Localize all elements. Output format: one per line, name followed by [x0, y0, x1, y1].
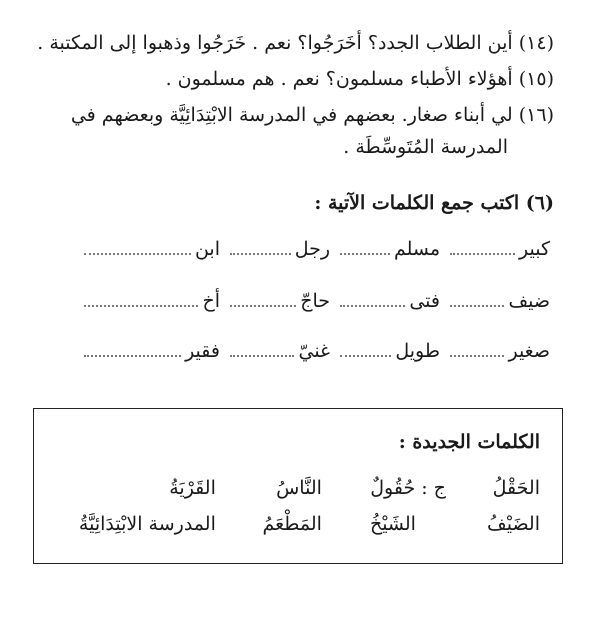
vocab-title: الكلمات الجديدة :: [398, 431, 540, 453]
exercise-cell: [226, 288, 330, 314]
answer-blank[interactable]: [450, 354, 504, 357]
vocab-row-1: [116, 475, 540, 501]
answer-blank[interactable]: [230, 304, 296, 307]
exercise-word: فقير: [185, 340, 220, 362]
vocab-word: الحَقْلُ: [492, 477, 540, 499]
exercise-word: صغير: [508, 340, 550, 362]
exercise-row-2: [80, 288, 550, 314]
vocab-word: الشَيْخُ: [369, 513, 416, 535]
exercise-word: مسلم: [393, 238, 440, 260]
exercise-cell: [446, 338, 550, 364]
answer-blank[interactable]: [340, 252, 390, 255]
exercise-word: غنيّ: [298, 340, 330, 362]
answer-blank[interactable]: [450, 304, 504, 307]
exercise-cell: [336, 288, 440, 314]
sentence-14: (١٤) أين الطلاب الجدد؟ أخَرَجُوا؟ نعم . خَرَجُوا وذهبوا إلى المكتبة .: [37, 32, 554, 54]
exercise-cell: [80, 288, 220, 314]
answer-blank[interactable]: [230, 252, 291, 255]
answer-blank[interactable]: [84, 304, 198, 307]
vocab-word: القَرْيَةُ: [169, 477, 216, 499]
exercise-cell: [80, 338, 220, 364]
vocab-box: [33, 408, 563, 564]
exercise-title: (٦) اكتب جمع الكلمات الآتية :: [314, 192, 554, 214]
exercise-row-1: [80, 236, 550, 262]
answer-blank[interactable]: [84, 354, 181, 357]
exercise-cell: [446, 236, 550, 262]
answer-blank[interactable]: [340, 304, 405, 307]
exercise-row-3: [80, 338, 550, 364]
exercise-cell: [336, 338, 440, 364]
vocab-word: المَطْعَمُ: [262, 513, 322, 535]
exercise-word: فتى: [409, 290, 440, 312]
exercise-cell: [226, 236, 330, 262]
exercise-cell: [80, 236, 220, 262]
exercise-cell: [336, 236, 440, 262]
vocab-word: ج : حُقُولٌ: [370, 477, 446, 499]
answer-blank[interactable]: [230, 354, 294, 357]
exercise-word: ابن: [194, 238, 220, 260]
vocab-row-2: [41, 511, 540, 537]
exercise-word: كبير: [519, 238, 550, 260]
vocab-word: المدرسة الابْتِدَائِيَّةُ: [78, 513, 216, 535]
answer-blank[interactable]: [340, 354, 391, 357]
exercise-word: رجل: [294, 238, 330, 260]
vocab-word: الضَيْفُ: [487, 513, 540, 535]
exercise-word: حاجّ: [300, 290, 330, 312]
exercise-cell: [446, 288, 550, 314]
exercise-word: ضيف: [508, 290, 550, 312]
exercise-word: أخ: [202, 290, 220, 312]
answer-blank[interactable]: [84, 252, 191, 255]
answer-blank[interactable]: [450, 252, 515, 255]
sentence-15: (١٥) أهؤلاء الأطباء مسلمون؟ نعم . هم مسلمون .: [165, 68, 554, 90]
vocab-word: النَّاسُ: [276, 477, 322, 499]
exercise-word: طويل: [395, 340, 440, 362]
sentence-16: (١٦) لي أبناء صغار. بعضهم في المدرسة الابْتِدَائِيَّة وبعضهم في: [70, 104, 554, 126]
sentence-16-cont: المدرسة المُتَوسِّطَة .: [343, 136, 508, 158]
exercise-cell: [226, 338, 330, 364]
